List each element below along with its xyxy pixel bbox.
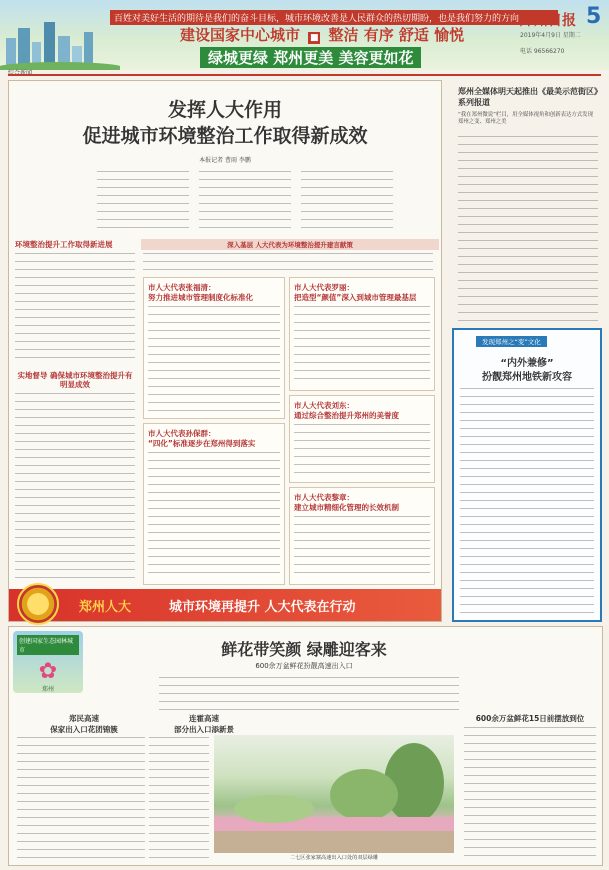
bottom-story [8, 626, 603, 866]
logo-text: 创建国家生态园林城市 [17, 635, 79, 655]
section-head-supervision: 实地督导 确保城市环境整治提升有明显成效 [17, 371, 133, 389]
deep-grassroots-intro [143, 253, 433, 271]
col1-body [17, 737, 145, 861]
rep-box-sun [143, 423, 285, 585]
rep-box-li [289, 487, 435, 585]
rep-li-body [294, 516, 430, 580]
section-body-supervision [15, 393, 135, 583]
section-body-progress [15, 253, 135, 363]
rep-liu-body [294, 424, 430, 478]
col4-body [464, 727, 596, 861]
bottom-intro [159, 677, 459, 711]
side-body [458, 136, 598, 322]
rep-zhang-name: 市人大代表张福清： [148, 283, 216, 292]
column-band [9, 589, 441, 621]
eco-garden-city-logo [13, 631, 83, 693]
lead-paragraph-2 [199, 171, 291, 231]
rep-li-title: 建立城市精细化管理的长效机制 [294, 503, 399, 512]
city-skyline-illustration [0, 18, 120, 70]
masthead-divider [8, 74, 601, 76]
logo-sub: 郑州 [41, 686, 54, 693]
slogan-main-suffix: 整洁 有序 舒适 愉悦 [328, 26, 465, 44]
photo-caption: 二七区张家寨高速出入口处的双层绿雕 [289, 855, 379, 861]
masthead-slogan-top: 百姓对美好生活的期待是我们的奋斗目标，城市环境改善是人民群众的热切期盼，也是我们努力的方向 [110, 10, 558, 25]
rep-box-zhang [143, 277, 285, 419]
newspaper-logo: 郑州日报 [520, 13, 576, 29]
main-headline-line1: 发挥人大作用 [167, 99, 282, 121]
rep-sun-title: “四化”标准逐步在郑州得到落实 [148, 439, 256, 448]
lead-paragraph-3 [301, 171, 393, 231]
national-emblem-icon [17, 583, 59, 625]
section-head-progress: 环境整治提升工作取得新进展 [15, 240, 113, 249]
masthead-slogan-green: 绿城更绿 郑州更美 美容更如花 [200, 47, 421, 68]
rep-luo-body [294, 306, 430, 386]
masthead-slogan-main [180, 24, 464, 45]
deep-grassroots-head: 深入基层 人大代表为环境整治提升建言献策 [141, 239, 439, 250]
main-byline: 本报记者 曹雨 李鹏 [199, 157, 251, 164]
main-headline [9, 97, 441, 149]
rep-luo-title: 把造型“颜值”深入到城市管理最基层 [294, 293, 417, 302]
feature-title-line1: “内外兼修” [500, 358, 554, 369]
phone-line: 电话 96566270 [520, 48, 565, 55]
col2-head-line1: 连霍高速 [189, 714, 219, 723]
col2-body [149, 737, 209, 861]
main-headline-line2: 促进城市环境整治工作取得新成效 [82, 125, 368, 147]
col2-head-line2: 部分出入口添新景 [174, 725, 234, 734]
main-story [8, 80, 442, 622]
feature-badge: 发现郑州之“变”文化 [476, 336, 547, 347]
rep-box-liu [289, 395, 435, 483]
feature-box-metro [452, 328, 602, 622]
feature-title-line2: 扮靓郑州地铁新攻容 [482, 372, 572, 383]
rep-box-luo [289, 277, 435, 391]
col4-head: 600余万盆鲜花15日前摆放到位 [475, 714, 585, 723]
band-label-left: 郑州人大 [79, 600, 132, 615]
rep-sun-name: 市人大代表孙保群： [148, 429, 216, 438]
col1-head-line1: 郑民高速 [69, 714, 99, 723]
side-subheadline: “我在郑州微说”栏目，用全媒体视角和创新表达方式发现郑州之变、郑州之美 [458, 112, 593, 125]
col2-head [149, 713, 259, 735]
bottom-subheadline: 600余万盆鲜花扮靓高速出入口 [255, 662, 353, 670]
rep-luo-name: 市人大代表罗丽： [294, 283, 354, 292]
col1-head-line2: 保家出入口花团锦簇 [50, 725, 118, 734]
feature-body [460, 388, 594, 614]
page-number: 5 [586, 4, 602, 29]
lead-paragraph [97, 171, 189, 231]
rep-liu-title: 通过综合整治提升郑州的美誉度 [294, 411, 399, 420]
col1-head [29, 713, 139, 735]
bottom-headline: 鲜花带笑颜 绿雕迎客来 [221, 640, 387, 659]
side-headline: 郑州全媒体明天起推出《最美示范街区》系列报道 [458, 87, 598, 107]
slogan-separator-icon: ■ [309, 33, 319, 43]
green-sculpture-photo [214, 735, 454, 853]
band-label-right: 城市环境再提升 人大代表在行动 [169, 600, 356, 615]
photo-illustration [214, 735, 454, 853]
slogan-main-prefix: 建设国家中心城市 [180, 26, 301, 44]
rep-sun-body [148, 452, 280, 580]
side-column [448, 80, 601, 620]
rep-zhang-title: 努力推进城市管理制度化标准化 [148, 293, 253, 302]
date-line: 2019年4月9日 星期二 [520, 32, 581, 39]
rep-zhang-body [148, 306, 280, 414]
rep-li-name: 市人大代表黎章： [294, 493, 354, 502]
masthead-banner [0, 0, 609, 70]
flower-icon: ✿ [38, 659, 58, 684]
rep-liu-name: 市人大代表刘东： [294, 401, 354, 410]
